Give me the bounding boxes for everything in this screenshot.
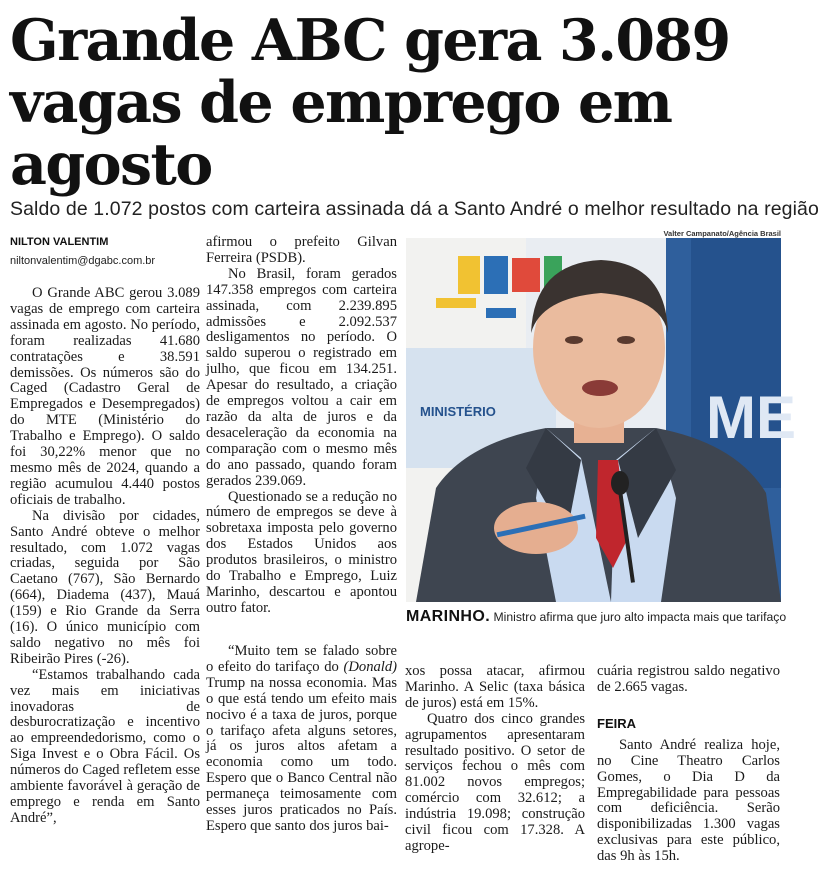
headline-line-1: Grande ABC gera 3.089	[10, 7, 730, 74]
subhead-feira: FEIRA	[597, 715, 636, 731]
deck-subtitle: Saldo de 1.072 postos com carteira assinada dá a Santo André o melhor resultado na região	[10, 198, 819, 220]
article-column-3	[405, 664, 585, 855]
caption-lead: MARINHO.	[406, 608, 491, 625]
photo-illustration	[406, 238, 796, 602]
article-column-1	[10, 286, 200, 827]
byline-author: NILTON VALENTIM	[10, 236, 109, 248]
article-photo	[406, 238, 796, 602]
paragraph: No Brasil, foram gerados 147.358 empregos com carteira assinada, com 2.239.895 admissões e 2.092.537 desligamentos no período. O saldo superou o registrado em julho, que ficou em 134.251. Apesar do resultado, a criação de empregos voltou a cair em razão da alta de juros e da desaceleração da economia na comparação com o mesmo mês do ano passado, quando foram gerados 239.069.	[206, 265, 397, 489]
paragraph	[206, 644, 397, 835]
headline-line-2: vagas de emprego em agosto	[10, 69, 672, 198]
photo-caption	[406, 607, 786, 627]
paragraph: Questionado se a redução no número de empregos se deve à sobretaxa imposta pelo governo dos Estados Unidos aos produtos brasileiros, o ministro do Trabalho e Emprego, Luiz Marinho, descartou e apontou outro fator.	[206, 488, 397, 616]
quote-part-2-visible: Trump na nossa economia. Mas o que está tendo um efeito mais nocivo é a taxa de juros, porque o tarifaço afeta alguns setores, já os juros altos afetam a economia como um todo. Espero que o Banco Central não permaneça teimosamente com esses juros praticados no País. Espero que santo dos juros bai-	[206, 674, 397, 834]
paragraph: Na divisão por cidades, Santo André obteve o melhor resultado, com 1.072 vagas criadas, seguida por São Caetano (767), São Bernardo (664), Diadema (437), Mauá (159) e Rio Grande da Serra (16). O único município com saldo negativo no mês foi Ribeirão Pires (-26).	[10, 507, 200, 667]
article-column-4	[597, 664, 780, 865]
quote-name: (Donald)	[343, 658, 398, 675]
article-column-2-lower	[206, 644, 397, 835]
paragraph: Quatro dos cinco grandes agrupamentos apresentaram resultado positivo. O setor de serviços fechou o mês com 81.002 novos empregos; comércio com 32.612; a indústria 19.098; construção civil ficou com 17.328. A agrope-	[405, 710, 585, 854]
caption-text: Ministro afirma que juro alto impacta mais que tarifaço	[493, 610, 787, 624]
paragraph: afirmou o prefeito Gilvan Ferreira (PSDB).	[206, 234, 397, 266]
paragraph: Santo André realiza hoje, no Cine Theatro Carlos Gomes, o Dia D da Empregabilidade para pessoas com deficiência. Serão disponibilizadas 1.300 vagas exclusivas para este público, das 9h às 15h.	[597, 736, 780, 865]
photo-credit: Valter Campanato/Agência Brasil	[663, 229, 781, 238]
paragraph: O Grande ABC gerou 3.089 vagas de emprego com carteira assinada em agosto. No período, foram realizadas 41.680 contratações e 38.591 demissões. Os números são do Caged (Cadastro Geral de Empregados e Desempregados) do MTE (Ministério do Trabalho e Emprego). O saldo foi 30,22% menor que no mesmo mês de 2024, quando a região acumulou 4.440 postos oficiais de trabalho.	[10, 285, 200, 508]
byline-email[interactable]: niltonvalentim@dgabc.com.br	[10, 255, 156, 267]
paragraph: xos possa atacar, afirmou Marinho. A Selic (taxa básica de juros) está em 15%.	[405, 663, 585, 711]
svg-text:ME: ME	[706, 384, 796, 451]
headline	[10, 7, 785, 198]
quote-part-1: “Muito tem se falado sobre o efeito do tarifaço do	[206, 643, 397, 675]
article-column-2	[206, 235, 397, 617]
paragraph: “Estamos trabalhando cada vez mais em iniciativas inovadoras de desburocratização e incentivo ao empreendedorismo, como o Siga Invest e o Obra Fácil. Os números do Caged refletem esse ambiente favorável à geração de emprego e renda em Santo André”,	[10, 666, 200, 826]
paragraph: cuária registrou saldo negativo de 2.665 vagas.	[597, 663, 780, 695]
byline	[10, 235, 200, 268]
panel-text: MINISTÉRIO	[420, 404, 496, 419]
